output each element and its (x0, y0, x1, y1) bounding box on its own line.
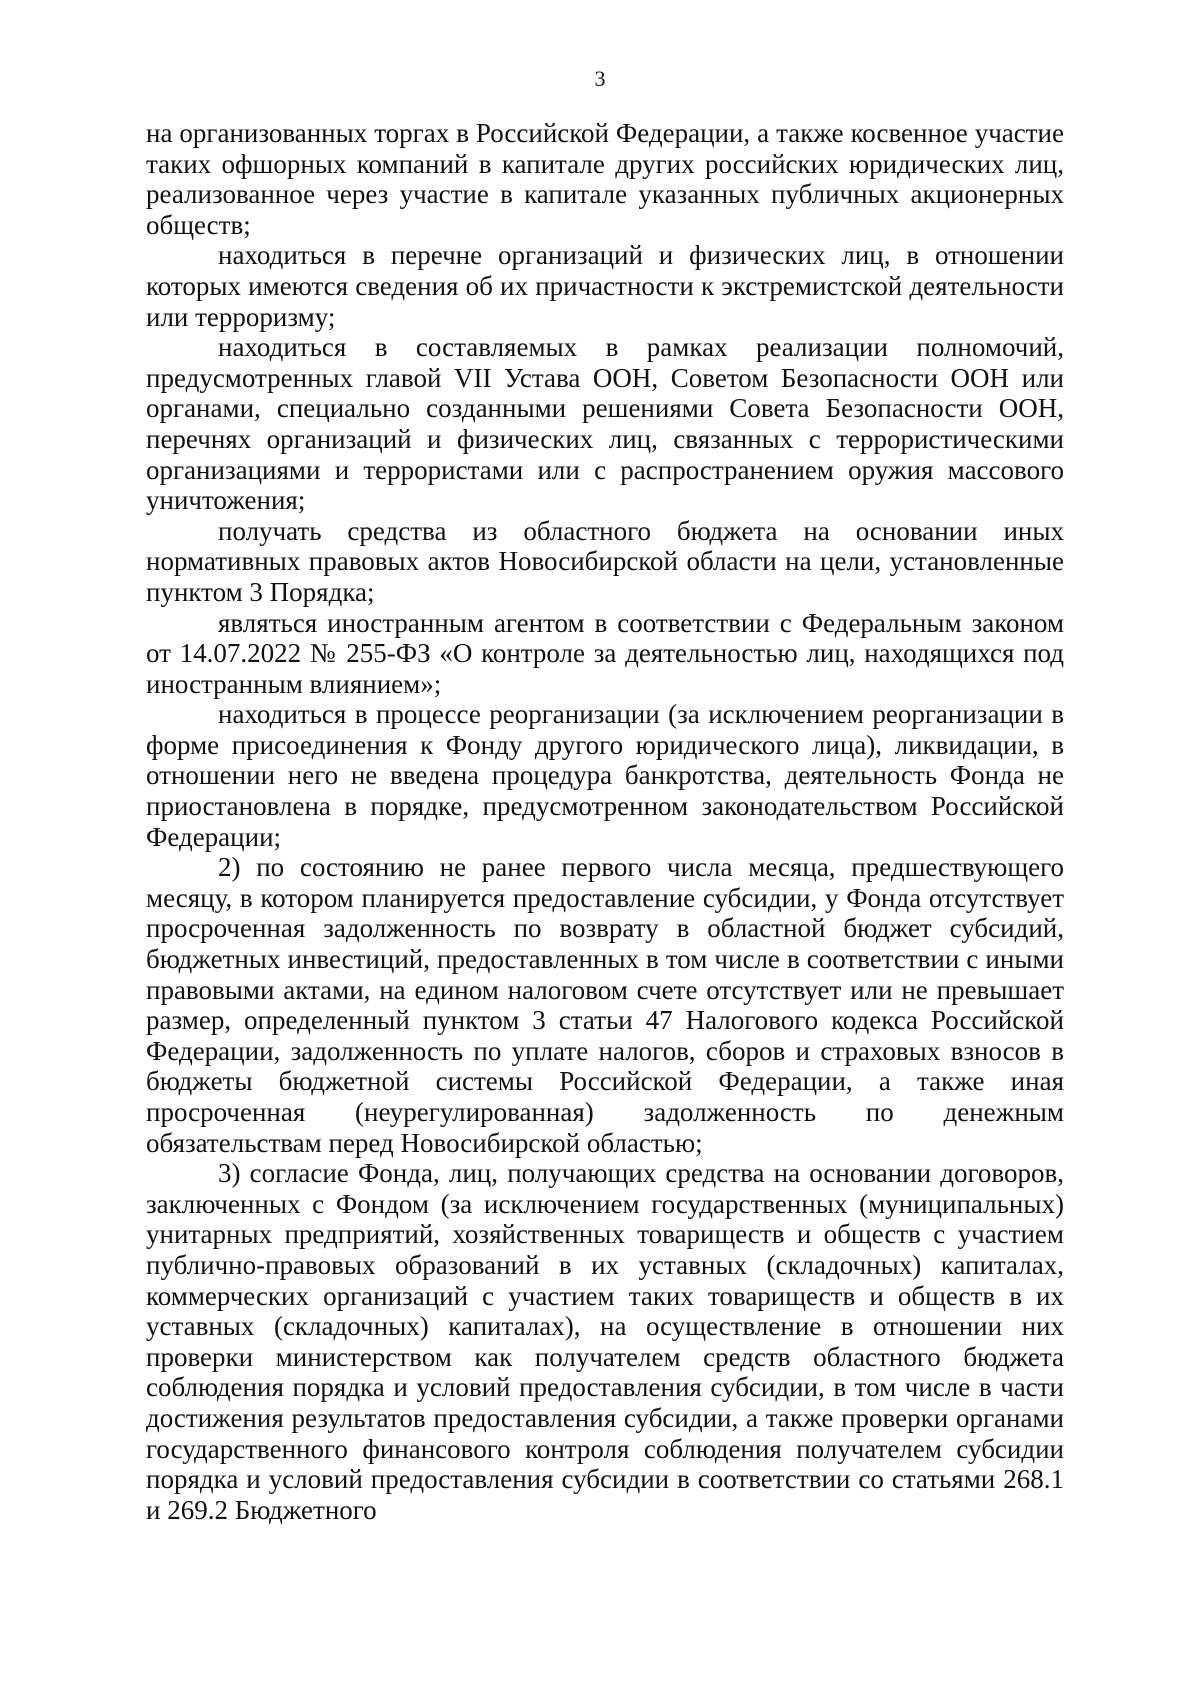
page-number: 3 (594, 66, 606, 91)
paragraph-item-3: 3) согласие Фонда, лиц, получающих средства на основании договоров, заключенных с Фондом (за исключением государственных (муниципальных) унитарных предприятий, хозяйственных товариществ и обществ с участием публично-правовых образований в их уставных (складочных) капиталах, коммерческих организаций с участием таких товариществ и обществ в их уставных (складочных) капиталах), на осуществление в отношении них проверки министерством как получателем средств областного бюджета соблюдения порядка и условий предоставления субсидии, в том числе в части достижения результатов предоставления субсидии, а также проверки органами государственного финансового контроля соблюдения получателем субсидии порядка и условий предоставления субсидии в соответствии со статьями 268.1 и 269.2 Бюджетного (146, 1158, 1064, 1525)
paragraph-reorganization: находиться в процессе реорганизации (за исключением реорганизации в форме присоединения к Фонду другого юридического лица), ликвидации, в отношении него не введена процедура банкротства, деятельность Фонда не приостановлена в порядке, предусмотренном законодательством Российской Федерации; (146, 699, 1064, 852)
paragraph-un-lists: находиться в составляемых в рамках реализации полномочий, предусмотренных главой VII Устава ООН, Советом Безопасности ООН или органами, специально созданными решениями Совета Безопасности ООН, перечнях организаций и физических лиц, связанных с террористическими организациями и террористами или с распространением оружия массового уничтожения; (146, 332, 1064, 516)
paragraph-continuation: на организованных торгах в Российской Федерации, а также косвенное участие таких офшорных компаний в капитале других российских юридических лиц, реализованное через участие в капитале указанных публичных акционерных обществ; (146, 118, 1064, 240)
document-body (146, 118, 1064, 1525)
paragraph-other-funds: получать средства из областного бюджета на основании иных нормативных правовых актов Новосибирской области на цели, установленные пунктом 3 Порядка; (146, 515, 1064, 607)
paragraph-item-2: 2) по состоянию не ранее первого числа месяца, предшествующего месяцу, в котором планируется предоставление субсидии, у Фонда отсутствует просроченная задолженность по возврату в областной бюджет субсидий, бюджетных инвестиций, предоставленных в том числе в соответствии с иными правовыми актами, на едином налоговом счете отсутствует или не превышает размер, определенный пунктом 3 статьи 47 Налогового кодекса Российской Федерации, задолженность по уплате налогов, сборов и страховых взносов в бюджеты бюджетной системы Российской Федерации, а также иная просроченная (неурегулированная) задолженность по денежным обязательствам перед Новосибирской областью; (146, 852, 1064, 1158)
paragraph-foreign-agent: являться иностранным агентом в соответствии с Федеральным законом от 14.07.2022 № 255-ФЗ «О контроле за деятельностью лиц, находящихся под иностранным влиянием»; (146, 607, 1064, 699)
paragraph-extremism-list: находиться в перечне организаций и физических лиц, в отношении которых имеются сведения об их причастности к экстремистской деятельности или терроризму; (146, 240, 1064, 332)
